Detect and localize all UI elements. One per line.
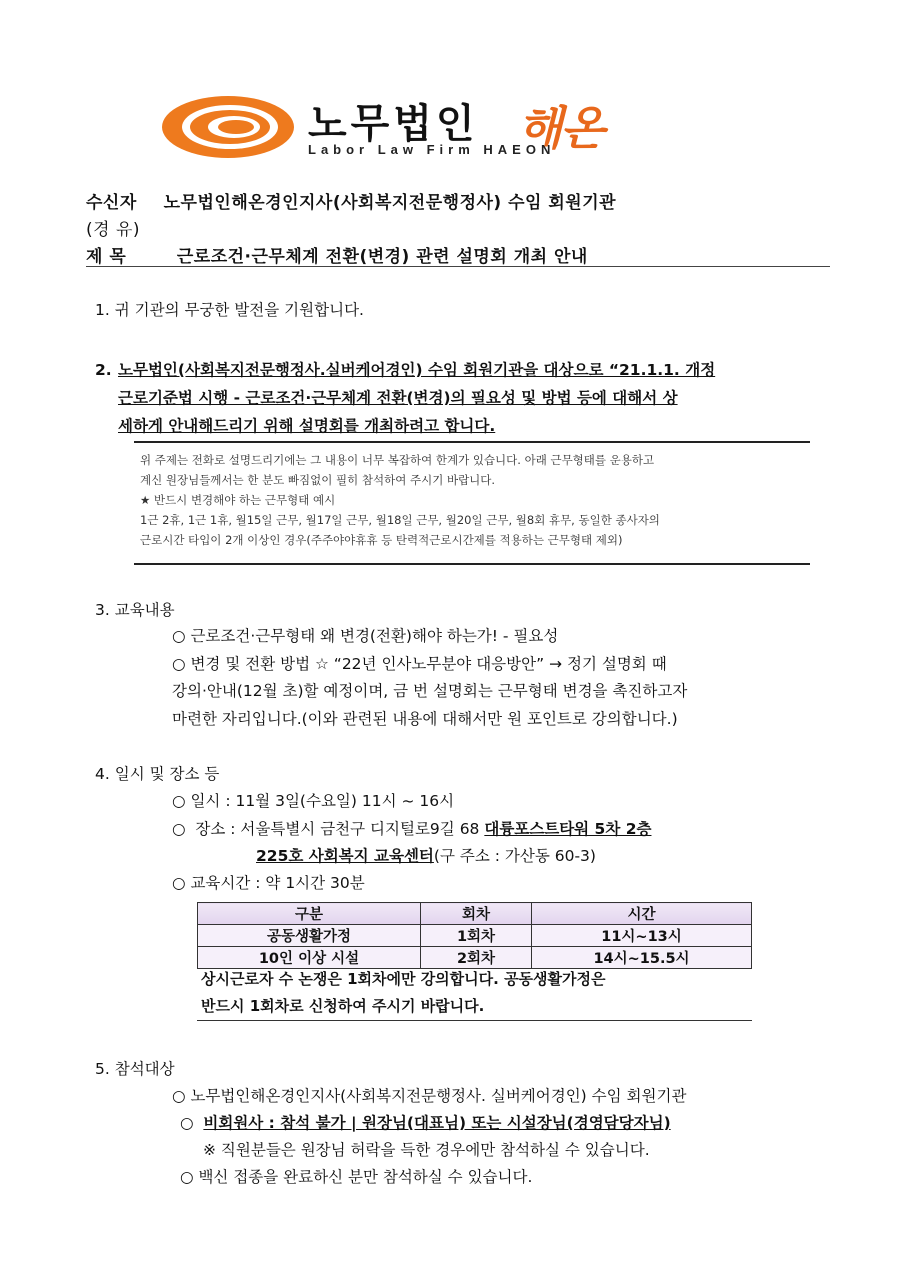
event-place-cont [256,842,596,870]
schedule-header-cell: 회차 [421,903,532,925]
subject-label: 제 목 [86,247,127,267]
header-divider [86,266,830,267]
firm-logo [160,92,760,162]
event-place [172,815,651,843]
section-5-title: 5. 참석대상 [95,1060,175,1078]
staff-note: ※ 직원분들은 원장님 허락을 득한 경우에만 참석하실 수 있습니다. [203,1141,650,1159]
recipient-value: 노무법인해온경인지사(사회복지전문행정사) 수임 회원기관 [163,193,617,213]
section-2-line: 세하게 안내해드리기 위해 설명회를 개최하려고 합니다. [118,417,496,435]
recipient-label: 수신자 [86,193,137,213]
section-3-title: 3. 교육내용 [95,601,175,619]
section-4-title: 4. 일시 및 장소 등 [95,765,220,783]
notice-line: 위 주제는 전화로 설명드리기에는 그 내용이 너무 복잡하여 한계가 있습니다. 아래 근무형태를 운용하고 [140,453,655,467]
non-member-notice: 비회원사 : 참석 불가 | 원장님(대표님) 또는 시설장님(경영담당자님) [203,1114,671,1132]
schedule-note-line: 상시근로자 수 논쟁은 1회차에만 강의합니다. 공동생활가정은 [201,970,606,988]
schedule-header-cell: 시간 [532,903,752,925]
target-bullet-3: ○ 백신 접종을 완료하신 분만 참석하실 수 있습니다. [180,1168,533,1186]
schedule-header-cell: 구분 [198,903,421,925]
logo-script-text: 해온 [518,101,603,155]
section-2-line: 노무법인(사회복지전문행정사.실버케어경인) 수임 회원기관을 대상으로 “21.1.1. 개정 [118,361,716,379]
schedule-note-line: 반드시 1회차로 신청하여 주시기 바랍니다. [201,997,485,1015]
section-3-bullet-2: ○ 변경 및 전환 방법 ☆ “22년 인사노무분야 대응방안” → 정기 설명회 때 [172,655,667,673]
logo-english-text: Labor Law Firm HAEON [308,142,556,157]
section-1-text: 귀 기관의 무궁한 발전을 기원합니다. [114,301,364,319]
schedule-table [197,902,752,969]
notice-line: 근로시간 타입이 2개 이상인 경우(주주야야휴휴 등 탄력적근로시간제를 적용하는 근무형태 제외) [140,533,623,547]
section-3-bullet-1: ○ 근로조건·근무형태 왜 변경(전환)해야 하는가! - 필요성 [172,627,559,645]
section-3-bullet-2-cont: 마련한 자리입니다.(이와 관련된 내용에 대해서만 원 포인트로 강의합니다.) [172,710,678,728]
event-duration: ○ 교육시간 : 약 1시간 30분 [172,874,365,892]
section-2-text [118,356,838,440]
recipient-line [86,188,616,213]
notice-line: 계신 원장님들께서는 한 분도 빠짐없이 필히 참석하여 주시기 바랍니다. [140,473,496,487]
notice-line: 1근 2휴, 1근 1휴, 월15일 근무, 월17일 근무, 월18일 근무, 월20일 근무, 월8회 휴무, 동일한 종사자의 [140,513,660,527]
subject-line [86,242,588,267]
event-place-room: 225호 사회복지 교육센터 [256,847,434,865]
schedule-cell: 1회차 [421,925,532,947]
notice-box [134,441,810,565]
event-place-building: 대륭포스트타워 5차 2층 [484,820,652,838]
schedule-cell: 공동생활가정 [198,925,421,947]
section-2-number: 2. [95,361,112,379]
section-1 [95,296,364,324]
event-place-old-address: (구 주소 : 가산동 60-3) [433,847,596,865]
schedule-cell: 11시~13시 [532,925,752,947]
event-place-prefix: ○ 장소 : 서울특별시 금천구 디지털로9길 68 [172,820,485,838]
schedule-header-row [198,903,752,925]
table-row [198,925,752,947]
section-3-bullet-2-cont: 강의·안내(12월 초)할 예정이며, 금 번 설명회는 근무형태 변경을 촉진하고자 [172,682,688,700]
via-label: (경 유) [86,220,141,240]
schedule-note [197,966,752,1021]
target-bullet-2-marker: ○ [180,1114,204,1132]
subject-value: 근로조건·근무체계 전환(변경) 관련 설명회 개최 안내 [176,247,588,267]
schedule-cell: 10인 이상 시설 [198,947,421,969]
section-1-number: 1. [95,301,110,319]
target-bullet-1: ○ 노무법인해온경인지사(사회복지전문행정사. 실버케어경인) 수임 회원기관 [172,1087,687,1105]
schedule-cell: 14시~15.5시 [532,947,752,969]
swirl-logo-icon [160,94,300,160]
logo-korean-text: 노무법인 [308,101,479,147]
notice-line: ★ 반드시 변경해야 하는 근무형태 예시 [140,493,336,507]
target-bullet-2 [180,1109,671,1137]
section-2-line: 근로기준법 시행 - 근로조건·근무체계 전환(변경)의 필요성 및 방법 등에 대해서 상 [118,389,678,407]
schedule-cell: 2회차 [421,947,532,969]
event-date: ○ 일시 : 11월 3일(수요일) 11시 ~ 16시 [172,792,455,810]
